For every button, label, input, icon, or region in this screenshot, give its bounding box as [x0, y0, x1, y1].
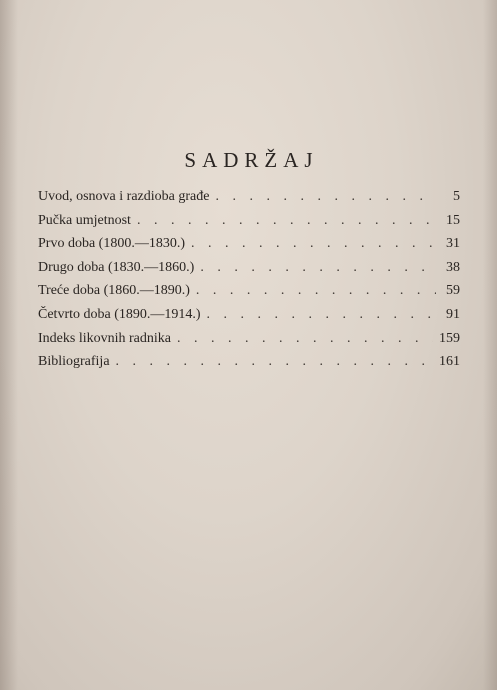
- leader-dots: [177, 327, 433, 351]
- toc-entry-page: 59: [446, 283, 460, 299]
- toc-entry: [38, 350, 460, 374]
- toc-entry-page: 159: [439, 330, 460, 346]
- leader-dots: [207, 303, 436, 327]
- toc-entry: [38, 279, 460, 303]
- leader-dots: [215, 185, 436, 209]
- leader-dots: [137, 209, 436, 233]
- contents-heading: SADRŽAJ: [184, 148, 319, 172]
- toc-entry: [38, 256, 460, 280]
- toc-entry: [38, 209, 460, 233]
- toc-entry: [38, 185, 460, 209]
- toc-entry: [38, 232, 460, 256]
- page-gutter-shadow: [0, 0, 18, 690]
- toc-entry-page: 38: [446, 259, 460, 275]
- toc-entry-label: Indeks likovnih radnika: [38, 330, 171, 346]
- toc-entry-label: Uvod, osnova i razdioba građe: [38, 189, 210, 204]
- toc-entry-label: Bibliografija: [38, 354, 110, 370]
- toc-entry-page: 91: [446, 306, 460, 322]
- toc-entry-page: 31: [446, 236, 460, 252]
- leader-dots: [116, 350, 433, 374]
- toc-entry: [38, 303, 460, 327]
- toc-entry-label: Pučka umjetnost: [38, 212, 131, 228]
- leader-dots: [200, 256, 436, 280]
- toc-entry-label: Četvrto doba (1890.—1914.): [38, 306, 201, 322]
- page-edge-shadow: [483, 0, 497, 690]
- leader-dots: [191, 232, 436, 256]
- table-of-contents: [38, 185, 460, 374]
- leader-dots: [196, 279, 436, 303]
- toc-entry-page: 15: [446, 212, 460, 228]
- toc-entry-label: Treće doba (1860.—1890.): [38, 283, 190, 299]
- toc-entry-label: Drugo doba (1830.—1860.): [38, 259, 195, 275]
- toc-entry-label: Prvo doba (1800.—1830.): [38, 236, 185, 252]
- toc-entry-page: 161: [439, 354, 460, 370]
- toc-entry: [38, 327, 460, 351]
- toc-entry-page: 5: [453, 189, 460, 204]
